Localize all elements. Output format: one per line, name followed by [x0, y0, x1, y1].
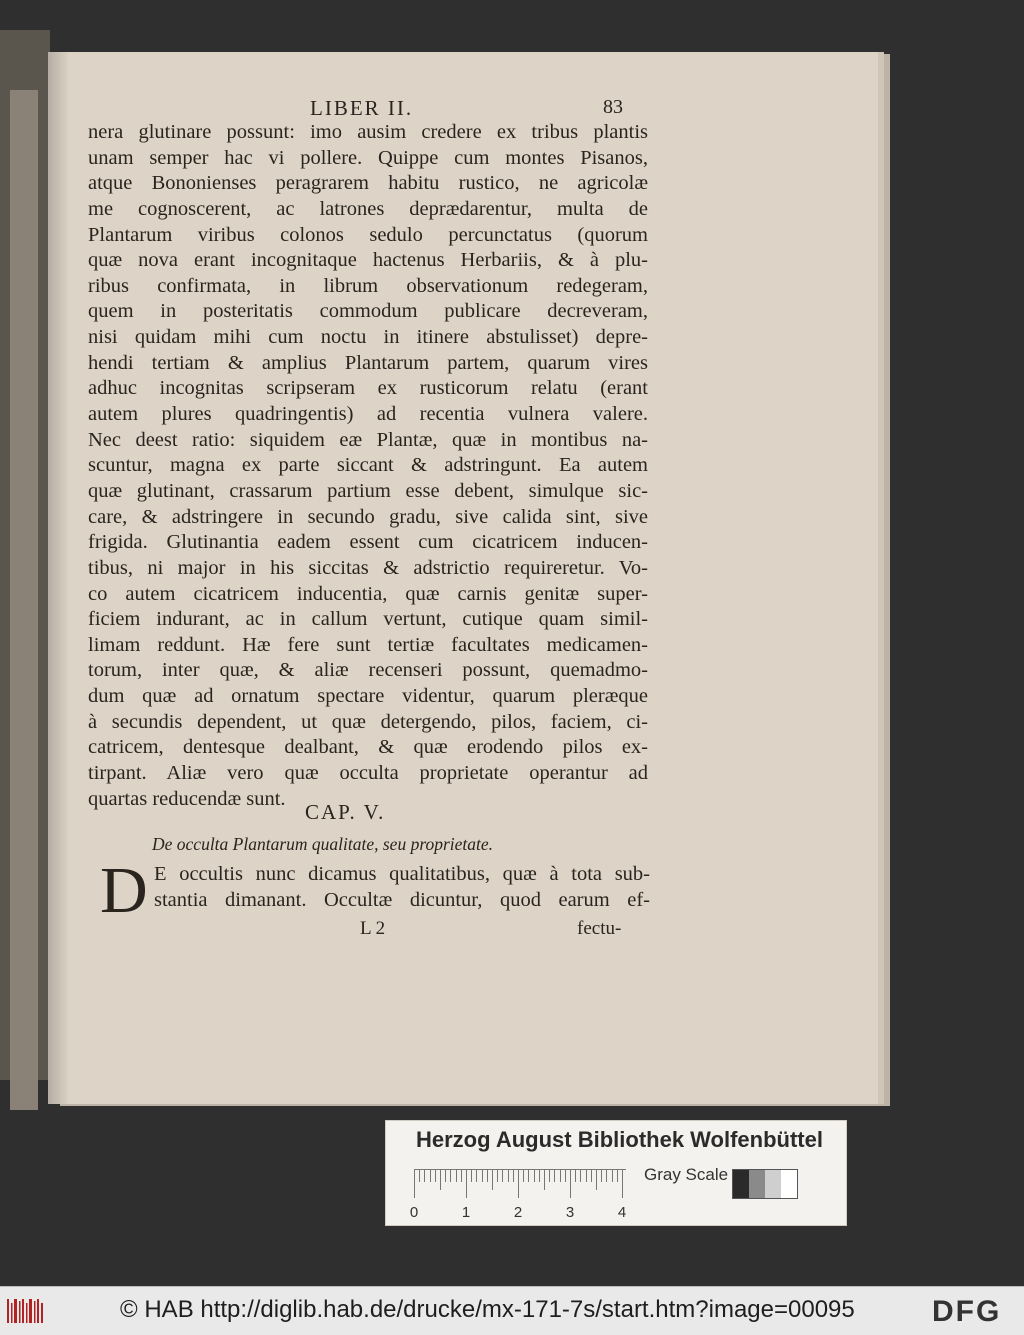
ruler-tick — [508, 1170, 509, 1182]
text-line: ficiem indurant, ac in callum vertunt, cutique quam simil- — [88, 608, 648, 631]
ruler-tick — [549, 1170, 550, 1182]
ruler-tick — [492, 1170, 493, 1190]
ruler-tick — [482, 1170, 483, 1182]
chapter-subtitle: De occulta Plantarum qualitate, seu proprietate. — [152, 834, 494, 854]
text-line: à secundis dependent, ut quæ detergendo, pilos, faciem, ci- — [88, 710, 648, 733]
library-name: Herzog August Bibliothek Wolfenbüttel — [416, 1127, 823, 1152]
text-line: nera glutinare possunt: imo ausim credere ex tribus plantis — [88, 121, 648, 143]
text-line: ribus confirmata, in librum observationum redegeram, — [88, 274, 648, 297]
ruler-tick — [554, 1170, 555, 1182]
text-line: autem plures quadringentis) ad recentia vulnera valere. — [88, 403, 648, 426]
text-line: me cognoscerent, ac latrones deprædarentur, multa de — [88, 197, 648, 220]
ruler-tick — [528, 1170, 529, 1182]
text-line: frigida. Glutinantia eadem essent cum cicatricem inducen- — [88, 531, 648, 554]
signature-mark: L 2 — [360, 918, 386, 939]
ruler-tick — [435, 1170, 436, 1182]
ruler-tick — [497, 1170, 498, 1182]
text-line: torum, inter quæ, & aliæ recenseri possunt, quemadmo- — [88, 659, 648, 682]
ruler-tick — [622, 1170, 623, 1198]
ruler-tick — [580, 1170, 581, 1182]
text-line: quartas reducendæ sunt. — [88, 787, 286, 810]
ruler-tick — [471, 1170, 472, 1182]
text-line: scuntur, magna ex parte siccant & adstringunt. Ea autem — [88, 454, 648, 477]
ruler-tick — [612, 1170, 613, 1182]
running-head: LIBER II. — [310, 96, 414, 120]
ruler-number: 2 — [513, 1204, 523, 1221]
text-line: co autem cicatricem inducentia, quæ carnis genitæ super- — [88, 582, 648, 605]
ruler-tick — [476, 1170, 477, 1182]
ruler-tick — [565, 1170, 566, 1182]
ruler-tick — [570, 1170, 571, 1198]
text-line: quæ nova erant incognitaque hactenus Herbariis, & à plu- — [88, 249, 648, 272]
text-line: E occultis nunc dicamus qualitatibus, quæ à tota sub- — [154, 863, 650, 885]
text-line: quem in posteritatis commodum publicare decreveram, — [88, 300, 648, 323]
ruler-tick — [596, 1170, 597, 1190]
text-line: adhuc incognitas scripseram ex rusticorum relatu (erant — [88, 377, 648, 400]
ruler-tick — [502, 1170, 503, 1182]
text-line: Nec deest ratio: siquidem eæ Plantæ, quæ in montibus na- — [88, 428, 648, 451]
facing-page-paper — [10, 90, 38, 1110]
text-line: dum quæ ad ornatum spectare videntur, quarum pleræque — [88, 685, 648, 708]
text-line: limam reddunt. Hæ fere sunt tertiæ facultates medicamen- — [88, 633, 648, 656]
ruler-tick — [606, 1170, 607, 1182]
text-line: atque Bononienses peragrarem habitu rustico, ne agricolæ — [88, 172, 648, 195]
ruler-tick — [513, 1170, 514, 1182]
ruler-tick — [601, 1170, 602, 1182]
grayscale-bar — [732, 1169, 798, 1199]
ruler-tick — [461, 1170, 462, 1182]
text-line: unam semper hac vi pollere. Quippe cum montes Pisanos, — [88, 146, 648, 169]
ruler-tick — [544, 1170, 545, 1190]
facing-page-edge — [0, 30, 50, 1080]
ruler-tick — [487, 1170, 488, 1182]
grayscale-swatch — [749, 1170, 765, 1198]
ruler-tick — [586, 1170, 587, 1182]
barcode-icon — [6, 1297, 46, 1325]
grayscale-swatch — [733, 1170, 749, 1198]
ruler-number: 0 — [409, 1204, 419, 1221]
ruler-tick — [560, 1170, 561, 1182]
text-line: stantia dimanant. Occultæ dicuntur, quod earum ef- — [154, 888, 650, 911]
dropcap-initial: D — [100, 854, 148, 927]
grayscale-swatch — [765, 1170, 781, 1198]
chapter-heading: CAP. V. — [305, 800, 386, 824]
text-line: care, & adstringere in secundo gradu, sive calida sint, sive — [88, 505, 648, 528]
ruler-tick — [518, 1170, 519, 1198]
ruler-number: 3 — [565, 1204, 575, 1221]
grayscale-label: Gray Scale — [644, 1165, 729, 1184]
ruler-tick — [539, 1170, 540, 1182]
ruler-tick — [466, 1170, 467, 1198]
page-gutter-shadow — [48, 52, 70, 1104]
text-line: tirpant. Aliæ vero quæ occulta proprietate operantur ad — [88, 762, 648, 785]
ruler-tick — [575, 1170, 576, 1182]
ruler-tick — [424, 1170, 425, 1182]
footer-bar — [0, 1286, 1024, 1335]
ruler-tick — [419, 1170, 420, 1182]
catchword: fectu- — [577, 918, 622, 939]
ruler-tick — [617, 1170, 618, 1182]
text-line: catricem, dentesque dealbant, & quæ erodendo pilos ex- — [88, 736, 648, 759]
copyright-url[interactable]: © HAB http://diglib.hab.de/drucke/mx-171-7s/start.htm?image=00095 — [120, 1296, 855, 1323]
ruler-tick — [445, 1170, 446, 1182]
ruler-tick — [414, 1170, 415, 1198]
text-line: tibus, ni major in his siccitas & adstrictio requireretur. Vo- — [88, 556, 648, 579]
ruler-tick — [591, 1170, 592, 1182]
ruler-tick — [440, 1170, 441, 1190]
ruler-tick — [450, 1170, 451, 1182]
ruler-tick — [430, 1170, 431, 1182]
text-line: nisi quidam mihi cum noctu in itinere abstulisset) depre- — [88, 326, 648, 349]
ruler-tick — [534, 1170, 535, 1182]
text-line: quæ glutinant, crassarum partium esse debent, simulque sic- — [88, 479, 648, 502]
body-text — [88, 120, 648, 812]
scale-ruler — [409, 1169, 627, 1221]
ruler-number: 1 — [461, 1204, 471, 1221]
grayscale-swatch — [781, 1170, 797, 1198]
library-color-label — [385, 1120, 847, 1226]
ruler-number: 4 — [617, 1204, 627, 1221]
page-number: 83 — [603, 96, 623, 118]
ruler-tick — [523, 1170, 524, 1182]
text-line: Plantarum viribus colonos sedulo percunctatus (quorum — [88, 223, 648, 246]
chapter-body-text — [154, 862, 650, 913]
text-line: hendi tertiam & amplius Plantarum partem, quarum vires — [88, 351, 648, 374]
dfg-logo: DFG — [932, 1295, 1002, 1328]
ruler-tick — [456, 1170, 457, 1182]
